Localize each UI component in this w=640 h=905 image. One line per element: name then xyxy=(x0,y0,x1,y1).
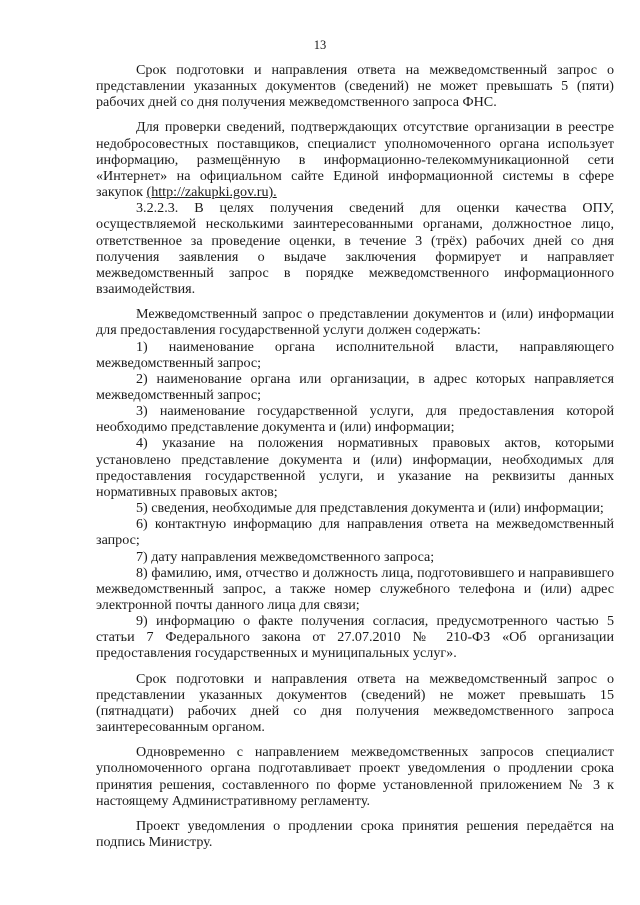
page-number: 13 xyxy=(313,38,327,52)
paragraph-response-deadline: Срок подготовки и направления ответа на межведомственный запрос о представлении указанных документов (сведений) не может превышать 15 (пятнадцати) рабочих дней со дня получения межведомственного запроса заинтересованным органом. xyxy=(96,670,614,736)
list-item-5: 5) сведения, необходимые для представления документа и (или) информации; xyxy=(136,500,604,517)
paragraph-extension-notice: Одновременно с направлением межведомственных запросов специалист уполномоченного органа подготавливает проект уведомления о продлении срока принятия решения, составленного по форме установленной приложением № 3 к настоящему Административному регламенту. xyxy=(96,744,614,809)
paragraph-minister-signature: Проект уведомления о продлении срока принятия решения передаётся на подпись Министру. xyxy=(96,817,614,851)
list-item-3: 3) наименование государственной услуги, для предоставления которой необходимо представление документа и (или) информации; xyxy=(96,403,614,436)
list-item-2: 2) наименование органа или организации, в адрес которых направляется межведомственный запрос; xyxy=(96,370,614,403)
list-item-8: 8) фамилию, имя, отчество и должность лица, подготовившего и направившего межведомственный запрос, а также номер служебного телефона и (или) адрес электронной почты данного лица для связи; xyxy=(96,564,614,613)
paragraph-3-2-2-3: 3.2.2.3. В целях получения сведений для оценки качества ОПУ, осуществляемой несколькими заинтересованными органами, должностное лицо, ответственное за проведение оценки, в течение 3 (трёх) рабочих дней со дня получения заявления о выдаче заключения формирует и направляет межведомственный запрос в порядке межведомственного информационного взаимодействия. xyxy=(96,200,614,298)
paragraph-registry-check xyxy=(96,119,614,200)
list-item-6: 6) контактную информацию для направления ответа на межведомственный запрос; xyxy=(96,516,614,549)
paragraph-registry-text: Для проверки сведений, подтверждающих отсутствие организации в реестре недобросовестных поставщиков, специалист уполномоченного органа использует информацию, размещённую в информационно-телекоммуникационной сети «Интернет» на официальном сайте Единой информационной системы в сфере закупок xyxy=(96,119,614,201)
list-item-9: 9) информацию о факте получения согласия, предусмотренного частью 5 статьи 7 Федерального закона от 27.07.2010 № 210-ФЗ «Об организации предоставления государственных и муниципальных услуг». xyxy=(96,613,614,662)
list-item-4: 4) указание на положения нормативных правовых актов, которыми установлено представление документа и (или) информации, необходимых для предоставления государственной услуги, и указание на реквизиты данных нормативных правовых актов; xyxy=(96,435,614,500)
list-item-1: 1) наименование органа исполнительной власти, направляющего межведомственный запрос; xyxy=(96,338,614,371)
paragraph-fns-deadline: Срок подготовки и направления ответа на межведомственный запрос о представлении указанных документов (сведений) не может превышать 5 (пяти) рабочих дней со дня получения межведомственного запроса ФНС. xyxy=(96,62,614,111)
list-item-7: 7) дату направления межведомственного запроса; xyxy=(136,548,435,565)
paragraph-request-contents: Межведомственный запрос о представлении документов и (или) информации для предоставления государственной услуги должен содержать: xyxy=(96,306,614,339)
zakupki-link[interactable]: (http://zakupki.gov.ru). xyxy=(146,184,277,201)
document-body xyxy=(96,62,614,850)
